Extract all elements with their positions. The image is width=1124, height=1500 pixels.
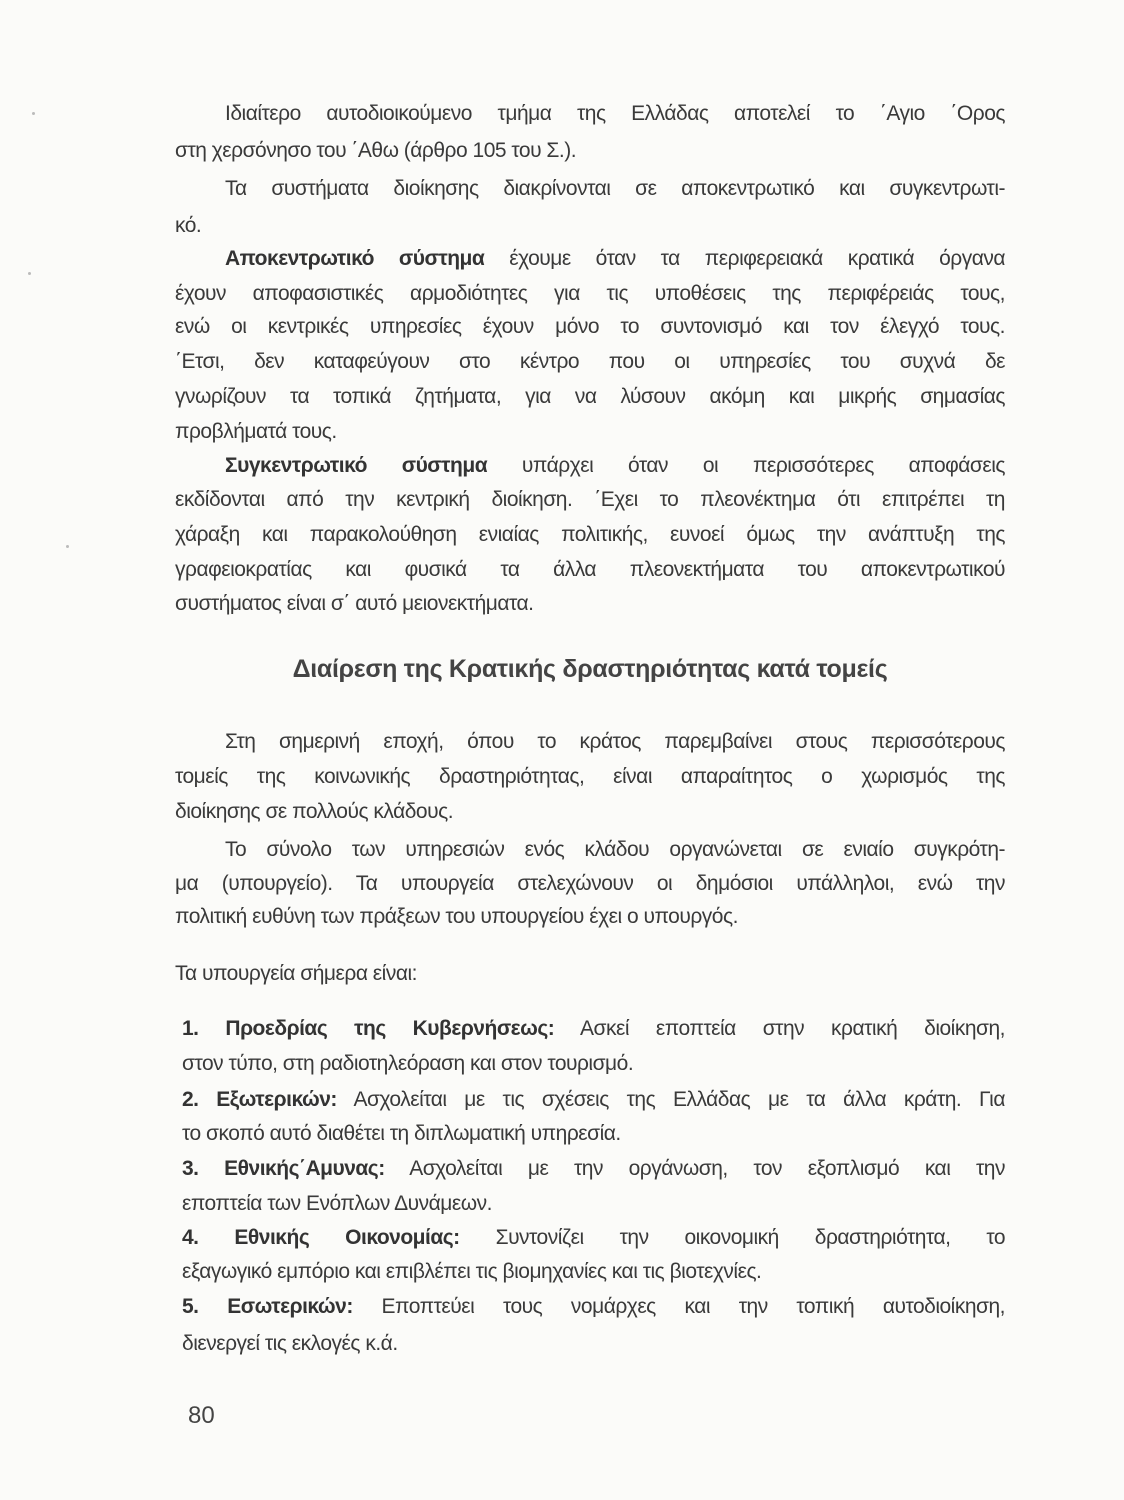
line-text: έχουν αποφασιστικές αρμοδιότητες για τις υποθέσεις της περιφέρειάς τους, [175, 282, 1005, 305]
text-line [225, 245, 1005, 273]
text-line [175, 313, 1005, 341]
text-line [182, 1120, 1005, 1148]
text-line [175, 798, 1005, 826]
text-line [225, 452, 1005, 480]
text-line [182, 1330, 1005, 1358]
section-heading: Διαίρεση της Κρατικής δραστηριότητας κατά τομείς [292, 655, 888, 683]
line-text: προβλήματά τους. [175, 420, 337, 443]
line-text: διοίκησης σε πολλούς κλάδους. [175, 800, 454, 823]
line-text: Ασχολείται με τις σχέσεις της Ελλάδας με τα άλλα κράτη. Για [336, 1088, 1005, 1111]
line-text: χάραξη και παρακολούθηση ενιαίας πολιτικής, ευνοεί όμως την ανάπτυξη της [175, 523, 1005, 546]
text-line [182, 1086, 1005, 1114]
scan-speck [28, 272, 31, 275]
text-line [175, 521, 1005, 549]
text-line [182, 1050, 1005, 1078]
line-text: μα (υπουργείο). Τα υπουργεία στελεχώνουν οι δημόσιοι υπάλληλοι, ενώ την [175, 872, 1005, 895]
text-line [225, 728, 1005, 756]
line-text: στον τύπο, στη ραδιοτηλεόραση και στον τουρισμό. [182, 1052, 634, 1075]
line-text: Ασκεί εποπτεία στην κρατική διοίκηση, [554, 1017, 1005, 1040]
bold-term: Αποκεντρωτικό σύστημα [225, 247, 485, 270]
line-text: Τα συστήματα διοίκησης διακρίνονται σε αποκεντρωτικό και συγκεντρωτι- [225, 177, 1005, 200]
line-text: Στη σημερινή εποχή, όπου το κράτος παρεμβαίνει στους περισσότερους [225, 730, 1005, 753]
text-line [175, 763, 1005, 791]
text-line [182, 1190, 1005, 1218]
text-line [175, 870, 1005, 898]
line-text: συστήματος είναι σ΄ αυτό μειονεκτήματα. [175, 592, 534, 615]
bold-term: 3. Εθνικής΄Αμυνας: [182, 1157, 385, 1180]
text-line [175, 383, 1005, 411]
line-text: ΄Ετσι, δεν καταφεύγουν στο κέντρο που οι υπηρεσίες του συχνά δε [175, 350, 1005, 373]
text-line [175, 960, 1005, 988]
text-line [175, 418, 1005, 446]
line-text: Τα υπουργεία σήμερα είναι: [175, 962, 417, 985]
text-line [175, 137, 1005, 165]
bold-term: 5. Εσωτερικών: [182, 1295, 353, 1318]
line-text: στη χερσόνησο του ΄Αθω (άρθρο 105 του Σ.). [175, 139, 577, 162]
line-text: εξαγωγικό εμπόριο και επιβλέπει τις βιομηχανίες και τις βιοτεχνίες. [182, 1260, 762, 1283]
line-text: Συντονίζει την οικονομική δραστηριότητα, το [459, 1226, 1005, 1249]
line-text: πολιτική ευθύνη των πράξεων του υπουργείου έχει ο υπουργός. [175, 905, 738, 928]
line-text: Ασχολείται με την οργάνωση, τον εξοπλισμό και την [384, 1157, 1005, 1180]
text-line [182, 1224, 1005, 1252]
line-text: Το σύνολο των υπηρεσιών ενός κλάδου οργανώνεται σε ενιαίο συγκρότη- [225, 838, 1005, 861]
line-text: τομείς της κοινωνικής δραστηριότητας, είναι απαραίτητος ο χωρισμός της [175, 765, 1005, 788]
text-line [182, 1293, 1005, 1321]
text-line [175, 486, 1005, 514]
text-line [225, 100, 1005, 128]
line-text: εποπτεία των Ενόπλων Δυνάμεων. [182, 1192, 492, 1215]
line-text: ενώ οι κεντρικές υπηρεσίες έχουν μόνο το συντονισμό και τον έλεγχό τους. [175, 315, 1005, 338]
line-text: γραφειοκρατίας και φυσικά τα άλλα πλεονεκτήματα του αποκεντρωτικού [175, 558, 1005, 581]
line-text: υπάρχει όταν οι περισσότερες αποφάσεις [487, 454, 1005, 477]
text-line [175, 590, 1005, 618]
text-line [182, 1015, 1005, 1043]
page-number: 80 [188, 1402, 215, 1429]
line-text: γνωρίζουν τα τοπικά ζητήματα, για να λύσουν ακόμη και μικρής σημασίας [175, 385, 1005, 408]
line-text: διενεργεί τις εκλογές κ.ά. [182, 1332, 398, 1355]
text-line [175, 903, 1005, 931]
bold-term: Συγκεντρωτικό σύστημα [225, 454, 488, 477]
line-text: έχουμε όταν τα περιφερειακά κρατικά όργανα [484, 247, 1006, 270]
scan-speck [66, 545, 69, 548]
text-line [175, 280, 1005, 308]
line-text: εκδίδονται από την κεντρική διοίκηση. ΄Εχει το πλεονέκτημα ότι επιτρέπει τη [175, 488, 1005, 511]
bold-term: 1. Προεδρίας της Κυβερνήσεως: [182, 1017, 555, 1040]
text-line [175, 212, 1005, 240]
bold-term: 4. Εθνικής Οικονομίας: [182, 1226, 460, 1249]
bold-term: 2. Εξωτερικών: [182, 1088, 337, 1111]
line-text: Ιδιαίτερο αυτοδιοικούμενο τμήμα της Ελλάδας αποτελεί το ΄Αγιο ΄Ορος [225, 102, 1005, 125]
text-line [225, 175, 1005, 203]
line-text: το σκοπό αυτό διαθέτει τη διπλωματική υπηρεσία. [182, 1122, 621, 1145]
line-text: κό. [175, 214, 202, 237]
line-text: Εποπτεύει τους νομάρχες και την τοπική αυτοδιοίκηση, [352, 1295, 1005, 1318]
text-line [175, 556, 1005, 584]
text-line [182, 1155, 1005, 1183]
scan-speck [32, 112, 35, 115]
text-line [175, 348, 1005, 376]
text-line [225, 836, 1005, 864]
text-line [182, 1258, 1005, 1286]
